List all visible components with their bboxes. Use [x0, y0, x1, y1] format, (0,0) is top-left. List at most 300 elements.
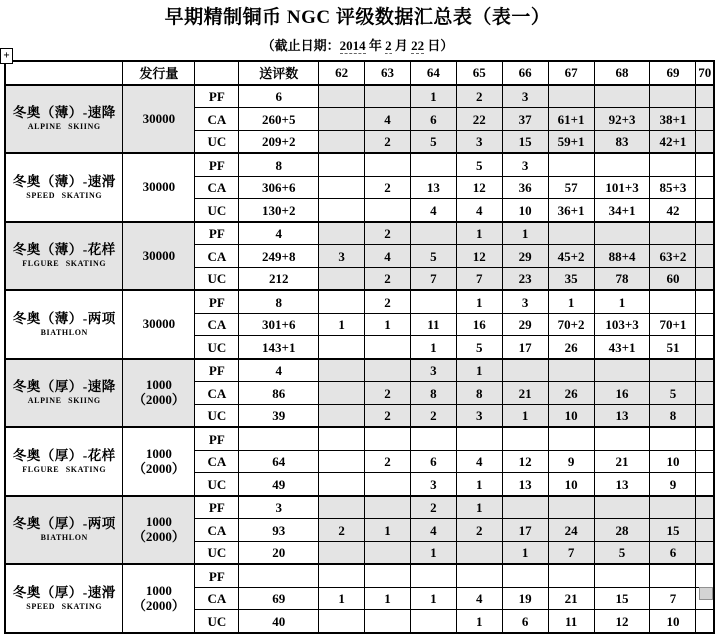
grade-67: 9: [548, 450, 594, 473]
strike-type: CA: [195, 587, 239, 610]
grade-68: 101+3: [594, 176, 650, 199]
grade-62: 3: [319, 245, 365, 268]
grade-70: [696, 541, 714, 564]
grade-70: [696, 382, 714, 405]
grade-66: 1: [502, 222, 548, 245]
grade-70: [696, 496, 714, 519]
submission-count: 49: [239, 473, 319, 496]
grade-62: 2: [319, 519, 365, 542]
grade-64: 11: [410, 313, 456, 336]
grade-69: 42: [650, 199, 696, 222]
grade-64: [410, 427, 456, 450]
submission-count: 40: [239, 610, 319, 633]
grade-70: [696, 85, 714, 108]
grade-65: 16: [456, 313, 502, 336]
grade-70: [696, 153, 714, 176]
coin-name-cn: 冬奥（厚）-两项: [12, 516, 116, 532]
grade-69: 9: [650, 473, 696, 496]
date-number: 2014: [339, 37, 366, 53]
table-resize-handle[interactable]: [699, 587, 713, 600]
grade-63: [365, 473, 411, 496]
grade-67: 61+1: [548, 108, 594, 131]
grade-66: 19: [502, 587, 548, 610]
grade-62: [319, 541, 365, 564]
grade-70: [696, 313, 714, 336]
grade-65: [456, 564, 502, 587]
grade-66: 13: [502, 473, 548, 496]
strike-type: UC: [195, 404, 239, 427]
coin-name-en: FLGURE SKATING: [22, 259, 107, 269]
grade-67: 70+2: [548, 313, 594, 336]
grade-67: [548, 564, 594, 587]
strike-type: CA: [195, 519, 239, 542]
coin-label-7: [5, 496, 123, 565]
submission-count: 64: [239, 450, 319, 473]
grade-62: 1: [319, 313, 365, 336]
grade-68: 34+1: [594, 199, 650, 222]
submission-count: 20: [239, 541, 319, 564]
strike-type: UC: [195, 473, 239, 496]
grade-69: 38+1: [650, 108, 696, 131]
grade-63: 4: [365, 245, 411, 268]
grade-67: [548, 85, 594, 108]
grade-64: 3: [410, 473, 456, 496]
grade-70: [696, 519, 714, 542]
strike-type: UC: [195, 541, 239, 564]
grade-67: 11: [548, 610, 594, 633]
submission-count: 86: [239, 382, 319, 405]
mintage-1: 30000: [123, 85, 195, 154]
grade-69: [650, 359, 696, 382]
table-row: [5, 85, 714, 108]
grade-62: [319, 267, 365, 290]
coin-name-cn: 冬奥（薄）-速降: [12, 105, 116, 121]
grade-69: [650, 153, 696, 176]
grade-63: [365, 541, 411, 564]
grade-70: [696, 610, 714, 633]
grade-67: 21: [548, 587, 594, 610]
grade-69: [650, 290, 696, 313]
grade-63: [365, 610, 411, 633]
grade-69: [650, 427, 696, 450]
submission-count: 4: [239, 222, 319, 245]
grade-65: 4: [456, 450, 502, 473]
grade-63: [365, 359, 411, 382]
grade-63: [365, 199, 411, 222]
grade-65: 1: [456, 290, 502, 313]
grade-67: 24: [548, 519, 594, 542]
column-header-送评数: 送评数: [239, 61, 319, 85]
coin-name-en: ALPINE SKIING: [27, 396, 101, 406]
grade-69: [650, 85, 696, 108]
grade-68: 92+3: [594, 108, 650, 131]
grade-66: 15: [502, 130, 548, 153]
grade-68: 13: [594, 404, 650, 427]
grade-66: 36: [502, 176, 548, 199]
mintage-4: 30000: [123, 290, 195, 359]
coin-name-cn: 冬奥（薄）-速滑: [12, 173, 116, 189]
grade-66: [502, 564, 548, 587]
grade-68: 88+4: [594, 245, 650, 268]
grade-67: 10: [548, 404, 594, 427]
coin-label-3: [5, 222, 123, 291]
table-row: [5, 153, 714, 176]
strike-type: UC: [195, 610, 239, 633]
mintage-6: 1000 （2000）: [123, 427, 195, 496]
grade-70: [696, 473, 714, 496]
grade-64: 13: [410, 176, 456, 199]
table-row: [5, 359, 714, 382]
grade-68: 13: [594, 473, 650, 496]
grade-64: 2: [410, 496, 456, 519]
grade-67: 35: [548, 267, 594, 290]
grade-69: 6: [650, 541, 696, 564]
grade-66: 17: [502, 519, 548, 542]
column-header-blank-2: [195, 61, 239, 85]
coin-name-cn: 冬奥（厚）-花样: [12, 447, 116, 463]
grade-67: 45+2: [548, 245, 594, 268]
grade-70: [696, 176, 714, 199]
submission-count: 130+2: [239, 199, 319, 222]
submission-count: 3: [239, 496, 319, 519]
grade-68: [594, 85, 650, 108]
table-move-handle[interactable]: [0, 48, 13, 64]
coin-name-en: SPEED SKATING: [26, 601, 103, 611]
subtitle-text: 日）: [424, 37, 454, 53]
grade-69: 63+2: [650, 245, 696, 268]
grade-66: 1: [502, 541, 548, 564]
grade-70: [696, 290, 714, 313]
strike-type: PF: [195, 222, 239, 245]
grade-65: 1: [456, 222, 502, 245]
coin-name-cn: 冬奥（薄）-花样: [12, 242, 116, 258]
grade-65: 4: [456, 587, 502, 610]
grade-66: 23: [502, 267, 548, 290]
grade-68: 103+3: [594, 313, 650, 336]
strike-type: CA: [195, 450, 239, 473]
submission-count: 39: [239, 404, 319, 427]
grading-data-table: [4, 60, 715, 634]
subtitle-text: 年: [365, 37, 386, 53]
grade-67: 26: [548, 336, 594, 359]
grade-63: 1: [365, 313, 411, 336]
grade-62: [319, 153, 365, 176]
grade-70: [696, 130, 714, 153]
grade-68: 12: [594, 610, 650, 633]
grade-63: [365, 85, 411, 108]
grade-62: [319, 427, 365, 450]
mintage-3: 30000: [123, 222, 195, 291]
grade-67: 7: [548, 541, 594, 564]
table-row: [5, 427, 714, 450]
grade-66: [502, 496, 548, 519]
grade-63: [365, 564, 411, 587]
page-title: 早期精制铜币 NGC 评级数据汇总表（表一）: [164, 7, 551, 28]
strike-type: PF: [195, 564, 239, 587]
coin-name-en: SPEED SKATING: [26, 190, 103, 200]
grade-66: 37: [502, 108, 548, 131]
grade-66: 29: [502, 245, 548, 268]
grade-62: 1: [319, 587, 365, 610]
grade-68: 28: [594, 519, 650, 542]
grade-67: [548, 359, 594, 382]
grade-70: [696, 404, 714, 427]
coin-label-2: [5, 153, 123, 222]
grade-67: 10: [548, 473, 594, 496]
grade-70: [696, 359, 714, 382]
submission-count: [239, 427, 319, 450]
grade-64: [410, 153, 456, 176]
grade-65: 7: [456, 267, 502, 290]
submission-count: 8: [239, 290, 319, 313]
grade-63: [365, 153, 411, 176]
grade-67: [548, 153, 594, 176]
submission-count: [239, 564, 319, 587]
grade-66: 21: [502, 382, 548, 405]
grade-70: [696, 427, 714, 450]
grade-64: 1: [410, 587, 456, 610]
grade-63: 2: [365, 290, 411, 313]
column-header-69: 69: [650, 61, 696, 85]
grade-66: [502, 427, 548, 450]
coin-name-cn: 冬奥（厚）-速滑: [12, 584, 116, 600]
grade-64: 1: [410, 85, 456, 108]
date-number: 2: [385, 37, 392, 53]
grade-66: 6: [502, 610, 548, 633]
table-row: [5, 222, 714, 245]
grade-67: [548, 222, 594, 245]
grade-70: [696, 564, 714, 587]
grade-62: [319, 359, 365, 382]
submission-count: 212: [239, 267, 319, 290]
column-header-68: 68: [594, 61, 650, 85]
grade-63: 2: [365, 130, 411, 153]
grade-67: [548, 427, 594, 450]
column-header-发行量: 发行量: [123, 61, 195, 85]
column-header-62: 62: [319, 61, 365, 85]
grade-64: 5: [410, 130, 456, 153]
grade-62: [319, 404, 365, 427]
grade-63: [365, 427, 411, 450]
coin-label-1: [5, 85, 123, 154]
table-row: [5, 290, 714, 313]
grade-67: 57: [548, 176, 594, 199]
grade-62: [319, 496, 365, 519]
grade-65: 1: [456, 610, 502, 633]
mintage-7: 1000 （2000）: [123, 496, 195, 565]
grade-68: 5: [594, 541, 650, 564]
grade-62: [319, 199, 365, 222]
grade-62: [319, 222, 365, 245]
grade-68: 43+1: [594, 336, 650, 359]
strike-type: PF: [195, 427, 239, 450]
grade-64: 4: [410, 519, 456, 542]
grade-62: [319, 108, 365, 131]
grade-69: [650, 222, 696, 245]
coin-label-8: [5, 564, 123, 633]
grade-68: 21: [594, 450, 650, 473]
column-header-65: 65: [456, 61, 502, 85]
grade-70: [696, 336, 714, 359]
table-row: [5, 496, 714, 519]
grade-65: [456, 541, 502, 564]
grade-65: 12: [456, 176, 502, 199]
grade-67: 1: [548, 290, 594, 313]
grade-69: 15: [650, 519, 696, 542]
grade-69: 42+1: [650, 130, 696, 153]
submission-count: 301+6: [239, 313, 319, 336]
grade-66: 1: [502, 404, 548, 427]
subtitle-text: （截止日期：: [261, 37, 340, 53]
grade-69: 70+1: [650, 313, 696, 336]
submission-count: 306+6: [239, 176, 319, 199]
mintage-5: 1000 （2000）: [123, 359, 195, 428]
subtitle: [0, 35, 715, 54]
strike-type: UC: [195, 267, 239, 290]
grade-64: 8: [410, 382, 456, 405]
column-header-63: 63: [365, 61, 411, 85]
grade-65: 1: [456, 473, 502, 496]
grade-64: 1: [410, 541, 456, 564]
grade-68: 15: [594, 587, 650, 610]
grade-70: [696, 108, 714, 131]
grade-63: 1: [365, 587, 411, 610]
coin-name-cn: 冬奥（厚）-速降: [12, 379, 116, 395]
grade-63: [365, 496, 411, 519]
submission-count: 6: [239, 85, 319, 108]
grade-68: 78: [594, 267, 650, 290]
header-row: [5, 61, 714, 85]
grade-64: 5: [410, 245, 456, 268]
grade-69: [650, 496, 696, 519]
coin-label-6: [5, 427, 123, 496]
submission-count: 8: [239, 153, 319, 176]
strike-type: PF: [195, 85, 239, 108]
grade-64: 7: [410, 267, 456, 290]
submission-count: 69: [239, 587, 319, 610]
grade-62: [319, 564, 365, 587]
grade-64: [410, 564, 456, 587]
grade-67: 36+1: [548, 199, 594, 222]
grade-63: [365, 336, 411, 359]
strike-type: PF: [195, 496, 239, 519]
grade-69: 85+3: [650, 176, 696, 199]
strike-type: CA: [195, 382, 239, 405]
grade-63: 2: [365, 382, 411, 405]
grade-64: [410, 222, 456, 245]
submission-count: 4: [239, 359, 319, 382]
grade-70: [696, 222, 714, 245]
coin-name-cn: 冬奥（薄）-两项: [12, 310, 116, 326]
plus-icon: +: [3, 50, 10, 61]
grade-69: [650, 564, 696, 587]
column-header-67: 67: [548, 61, 594, 85]
grade-68: [594, 153, 650, 176]
submission-count: 93: [239, 519, 319, 542]
coin-name-en: BIATHLON: [40, 327, 88, 337]
grade-65: 3: [456, 404, 502, 427]
grade-65: 5: [456, 336, 502, 359]
table-row: [5, 564, 714, 587]
grade-63: 4: [365, 108, 411, 131]
grade-65: [456, 427, 502, 450]
grade-70: [696, 267, 714, 290]
grade-64: 2: [410, 404, 456, 427]
grade-69: 10: [650, 450, 696, 473]
coin-label-5: [5, 359, 123, 428]
grade-63: 2: [365, 176, 411, 199]
grade-68: 16: [594, 382, 650, 405]
strike-type: UC: [195, 130, 239, 153]
grade-68: [594, 496, 650, 519]
submission-count: 209+2: [239, 130, 319, 153]
grade-63: 2: [365, 404, 411, 427]
grade-67: 26: [548, 382, 594, 405]
grade-66: 29: [502, 313, 548, 336]
grade-66: 17: [502, 336, 548, 359]
grade-62: [319, 610, 365, 633]
grade-62: [319, 336, 365, 359]
grade-66: 3: [502, 85, 548, 108]
grade-68: 83: [594, 130, 650, 153]
strike-type: PF: [195, 359, 239, 382]
grade-68: [594, 427, 650, 450]
grade-64: 3: [410, 359, 456, 382]
grade-66: 12: [502, 450, 548, 473]
grade-65: 1: [456, 496, 502, 519]
grade-62: [319, 130, 365, 153]
grade-64: [410, 610, 456, 633]
strike-type: UC: [195, 336, 239, 359]
grade-68: [594, 359, 650, 382]
grade-65: 3: [456, 130, 502, 153]
grade-68: 1: [594, 290, 650, 313]
grade-65: 12: [456, 245, 502, 268]
grade-62: [319, 290, 365, 313]
grade-66: 3: [502, 153, 548, 176]
grade-62: [319, 450, 365, 473]
column-header-66: 66: [502, 61, 548, 85]
submission-count: 143+1: [239, 336, 319, 359]
grade-62: [319, 85, 365, 108]
subtitle-text: 月: [391, 37, 412, 53]
grade-69: 51: [650, 336, 696, 359]
strike-type: CA: [195, 176, 239, 199]
strike-type: PF: [195, 153, 239, 176]
grade-68: [594, 222, 650, 245]
grade-68: [594, 564, 650, 587]
grade-65: 22: [456, 108, 502, 131]
grade-65: 5: [456, 153, 502, 176]
grade-64: 1: [410, 336, 456, 359]
date-number: 22: [411, 37, 425, 53]
grade-62: [319, 382, 365, 405]
grade-65: 8: [456, 382, 502, 405]
strike-type: UC: [195, 199, 239, 222]
grade-63: 2: [365, 267, 411, 290]
grade-64: 6: [410, 450, 456, 473]
grade-70: [696, 450, 714, 473]
coin-name-en: FLGURE SKATING: [22, 464, 107, 474]
grade-67: [548, 496, 594, 519]
submission-count: 249+8: [239, 245, 319, 268]
grade-64: 4: [410, 199, 456, 222]
grade-69: 7: [650, 587, 696, 610]
grade-65: 4: [456, 199, 502, 222]
coin-label-4: [5, 290, 123, 359]
grade-62: [319, 176, 365, 199]
grade-66: 10: [502, 199, 548, 222]
